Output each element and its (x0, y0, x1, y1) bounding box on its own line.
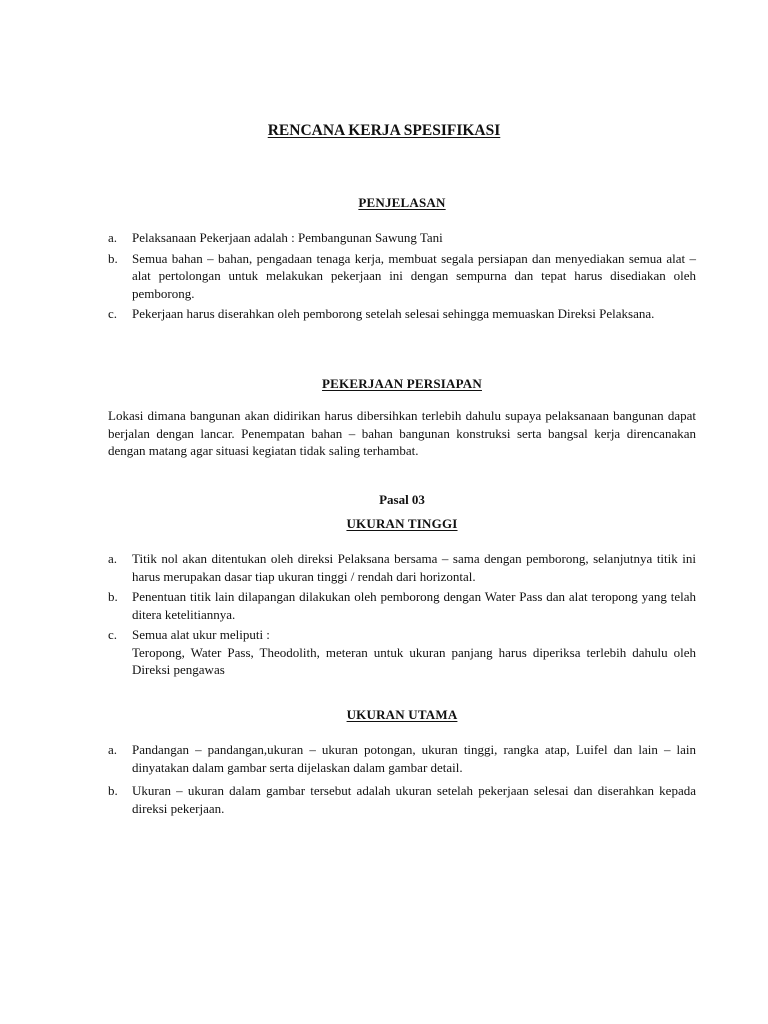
list-marker: a. (108, 551, 118, 566)
list-item (108, 741, 696, 776)
ukuran-utama-list (108, 741, 696, 817)
list-item (108, 550, 696, 585)
list-marker: a. (108, 742, 118, 757)
list-marker: c. (108, 306, 118, 321)
section-heading-ukuran-tinggi: UKURAN TINGGI (346, 516, 458, 531)
list-marker: b. (108, 783, 118, 798)
list-item-text: Semua bahan – bahan, pengadaan tenaga kerja, membuat segala persiapan dan menyediakan semua alat – alat pertolongan untuk melakukan pekerjaan ini dengan sempurna dan tepat harus disediakan oleh pemborong. (132, 250, 696, 301)
pasal-number: Pasal 03 (379, 492, 425, 507)
section-heading-penjelasan: PENJELASAN (358, 195, 446, 210)
list-item-text: Titik nol akan ditentukan oleh direksi Pelaksana bersama – sama dengan pemborong, selanjutnya titik ini harus merupakan dasar tiap ukuran tinggi / rendah dari horizontal. (132, 551, 696, 584)
list-item (108, 782, 696, 817)
section-heading-ukuran-utama: UKURAN UTAMA (346, 707, 458, 722)
document-title: RENCANA KERJA SPESIFIKASI (267, 122, 501, 139)
list-item-text: Pekerjaan harus diserahkan oleh pemborong setelah selesai sehingga memuaskan Direksi Pelaksana. (132, 306, 655, 321)
list-item-text: Pelaksanaan Pekerjaan adalah : Pembangunan Sawung Tani (132, 230, 443, 245)
list-marker: b. (108, 250, 118, 266)
list-item-text: Ukuran – ukuran dalam gambar tersebut adalah ukuran setelah pekerjaan selesai dan diserahkan kepada direksi pekerjaan. (132, 783, 696, 816)
list-item-continuation: Teropong, Water Pass, Theodolith, meteran untuk ukuran panjang harus diperiksa terlebih dahulu oleh Direksi pengawas (132, 644, 696, 677)
persiapan-paragraph: Lokasi dimana bangunan akan didirikan harus dibersihkan terlebih dahulu supaya pelaksanaan bangunan dapat berjalan dengan lancar. Penempatan bahan – bahan bangunan konstruksi serta bangsal kerja direncanakan dengan matang agar situasi kegiatan tidak saling terhambat. (108, 408, 696, 458)
list-marker: a. (108, 230, 118, 245)
list-item-text: Semua alat ukur meliputi : (132, 627, 270, 642)
list-item (108, 250, 696, 303)
list-item-text: Penentuan titik lain dilapangan dilakukan oleh pemborong dengan Water Pass dan alat teropong yang telah ditera ketelitiannya. (132, 589, 696, 622)
list-item (108, 626, 696, 679)
list-item (108, 588, 696, 623)
list-item (108, 305, 696, 323)
list-item (108, 229, 696, 247)
list-item-text: Pandangan – pandangan,ukuran – ukuran potongan, ukuran tinggi, rangka atap, Luifel dan lain – lain dinyatakan dalam gambar serta dijelaskan dalam gambar detail. (132, 742, 696, 775)
ukuran-tinggi-list (108, 550, 696, 679)
penjelasan-list (108, 229, 696, 323)
section-heading-pekerjaan-persiapan: PEKERJAAN PERSIAPAN (322, 376, 482, 391)
list-marker: b. (108, 589, 118, 604)
list-marker: c. (108, 627, 118, 642)
